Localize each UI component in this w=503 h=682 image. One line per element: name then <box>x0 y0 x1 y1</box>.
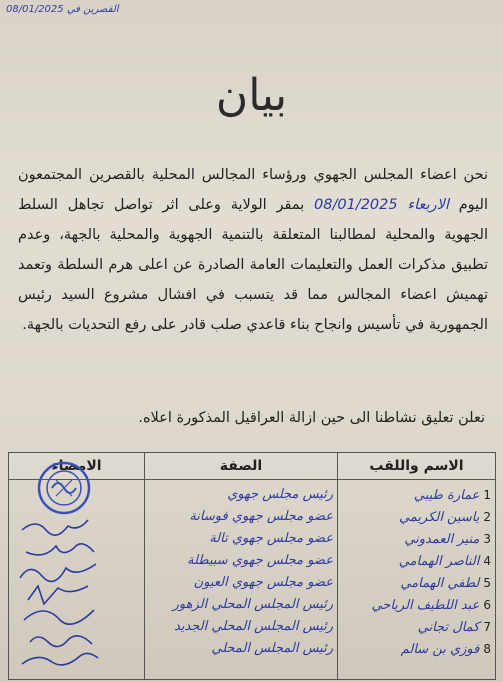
list-item: 5لطفي الهمامي <box>400 576 491 591</box>
handwritten-day: الاربعاء 08/01/2025 <box>314 197 449 213</box>
list-item: 1عمارة طيبي <box>413 488 491 503</box>
role-item: رئيس مجلس جهوي <box>227 487 333 502</box>
list-item: 8فوزي بن سالم <box>400 642 491 657</box>
signatures-and-stamp <box>14 460 119 675</box>
header-role: الصفة <box>145 453 338 480</box>
list-item: 6عبد اللطيف الرياحي <box>371 598 491 613</box>
role-item: عضو مجلس جهوي تالة <box>209 531 333 546</box>
date-line: القصرين في 08/01/2025 <box>6 4 119 15</box>
role-item: رئيس المجلس المحلي <box>211 641 333 656</box>
header-signature: الامضاء <box>9 453 145 480</box>
role-item: عضو مجلس جهوي فوسانة <box>189 509 333 524</box>
list-item: 4الناصر الهمامي <box>398 554 491 569</box>
closing-statement: نعلن تعليق نشاطنا الى حين ازالة العراقيل المذكورة اعلاه. <box>138 410 485 426</box>
list-item: 2ياسين الكريمي <box>399 510 491 525</box>
paragraph-part-1: نحن اعضاء المجلس الجهوي ورؤساء المجالس المحلية بالقصرين المجتمعون اليوم <box>18 167 488 213</box>
list-item: 3منير العمدوني <box>404 532 491 547</box>
header-name: الاسم واللقب <box>338 453 496 480</box>
role-item: رئيس المجلس المحلي الزهور <box>172 597 333 612</box>
paragraph-part-2: بمقر الولاية وعلى اثر تواصل تجاهل السلط الجهوية والمحلية لمطالبنا المتعلقة بالتنمية الجهوية والمحلية بالجهة، وعدم تطبيق مذكرات العمل والتعليمات العامة الصادرة عن اعلى هرم السلطة وتعمد تهميش اعضاء المجالس مما قد يتسبب في افشال مشروع السيد رئيس الجمهورية في تأسيس وانجاح بناء قاعدي صلب قادر على رفع التحديات بالجهة. <box>18 197 488 333</box>
handwritten-signatures <box>20 520 98 665</box>
role-item: رئيس المجلس المحلي الجديد <box>174 619 333 634</box>
list-item: 7كمال تجاني <box>417 620 491 635</box>
document-title: بيان <box>215 70 288 121</box>
statement-paragraph <box>18 160 488 340</box>
role-item: عضو مجلس جهوي سبيطلة <box>187 553 333 568</box>
names-cell <box>338 480 496 680</box>
role-item: عضو مجلس جهوي العيون <box>193 575 333 590</box>
roles-cell <box>145 480 338 680</box>
official-stamp-icon <box>39 463 89 513</box>
